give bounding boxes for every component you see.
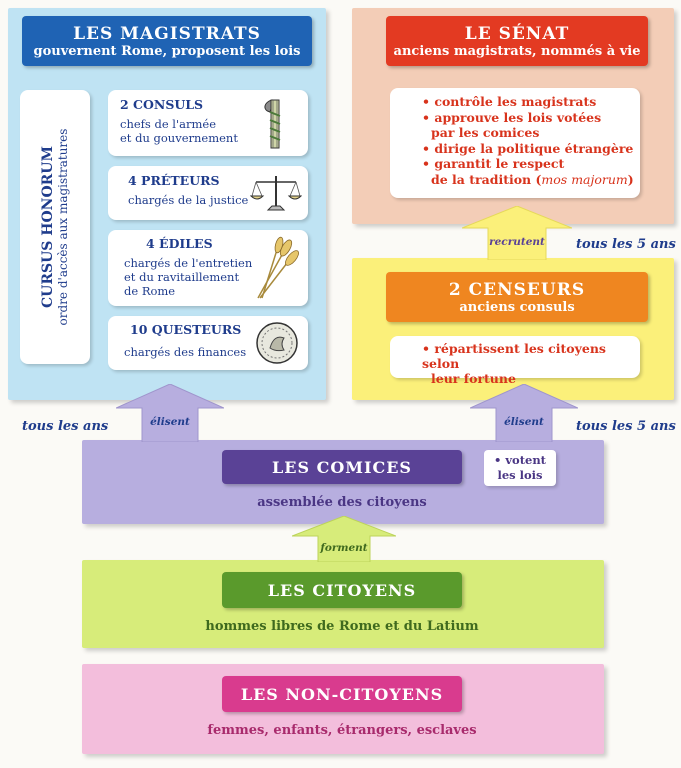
label-forment: forment bbox=[320, 542, 368, 554]
magistrats-subtitle: gouvernent Rome, proposent les lois bbox=[33, 43, 301, 59]
preteurs-desc-line-1: chargés de la justice bbox=[128, 193, 249, 207]
ediles-desc bbox=[124, 256, 252, 298]
ediles-desc-line-3: de Rome bbox=[124, 284, 176, 298]
senat-title: LE SÉNAT bbox=[464, 23, 570, 44]
freq-tous-les-5-ans-top: tous les 5 ans bbox=[576, 237, 676, 252]
censeurs-header bbox=[386, 272, 648, 322]
arrow-elisent-right bbox=[470, 384, 578, 442]
censeurs-roles-box bbox=[390, 336, 640, 386]
citoyens-header bbox=[222, 572, 462, 608]
senat-role-4: • garantit le respect bbox=[422, 156, 565, 171]
questeurs-card bbox=[108, 316, 308, 370]
consuls-title: 2 CONSULS bbox=[120, 97, 204, 112]
ediles-card bbox=[108, 230, 308, 306]
comices-title: LES COMICES bbox=[272, 457, 412, 477]
label-elisent-left: élisent bbox=[150, 416, 190, 428]
ediles-title: 4 ÉDILES bbox=[146, 236, 213, 251]
senat-roles-box bbox=[390, 88, 640, 198]
senat-role-2b: par les comices bbox=[431, 125, 540, 140]
freq-tous-les-ans: tous les ans bbox=[22, 419, 109, 434]
ediles-desc-line-1: chargés de l'entretien bbox=[124, 256, 253, 270]
senat-role-4b-close: ) bbox=[627, 171, 634, 187]
cursus-honorum-label bbox=[20, 90, 90, 364]
senat-role-4b bbox=[422, 172, 640, 188]
cursus-honorum-subtitle: ordre d'accès aux magistratures bbox=[56, 128, 70, 326]
censeurs-role-line-1: • répartissent les citoyens selon bbox=[422, 341, 606, 371]
coin-icon bbox=[254, 320, 300, 366]
senat-role-2: • approuve les lois votées bbox=[422, 109, 602, 125]
arrow-elisent-left bbox=[116, 384, 224, 442]
freq-tous-les-5-ans-mid: tous les 5 ans bbox=[576, 419, 676, 434]
comices-vote-line-1: • votent bbox=[493, 453, 546, 467]
censeurs-subtitle: anciens consuls bbox=[459, 299, 575, 315]
magistrats-title: LES MAGISTRATS bbox=[73, 23, 261, 44]
ediles-desc-line-2: et du ravitaillement bbox=[124, 270, 240, 284]
citoyens-subtitle: hommes libres de Rome et du Latium bbox=[205, 619, 479, 634]
non-citoyens-title: LES NON-CITOYENS bbox=[240, 684, 444, 704]
censeurs-title: 2 CENSEURS bbox=[448, 279, 586, 300]
questeurs-title: 10 QUESTEURS bbox=[130, 322, 242, 337]
label-elisent-right: élisent bbox=[504, 416, 544, 428]
non-citoyens-header bbox=[222, 676, 462, 712]
label-recrutent: recrutent bbox=[489, 236, 545, 248]
senat-header bbox=[386, 16, 648, 66]
questeurs-desc bbox=[124, 345, 246, 359]
cursus-honorum-title: CURSUS HONORUM bbox=[40, 145, 56, 309]
comices-subtitle: assemblée des citoyens bbox=[257, 495, 427, 510]
senat-subtitle: anciens magistrats, nommés à vie bbox=[393, 43, 641, 59]
preteurs-title: 4 PRÉTEURS bbox=[128, 173, 220, 188]
arrow-recrutent bbox=[462, 206, 572, 260]
preteurs-desc bbox=[128, 193, 248, 207]
arrow-forment bbox=[292, 516, 396, 562]
comices-vote-line-2: les lois bbox=[497, 468, 543, 482]
consuls-desc bbox=[120, 117, 238, 145]
scales-icon bbox=[250, 170, 302, 216]
citoyens-title: LES CITOYENS bbox=[267, 580, 417, 600]
censeurs-role-line-2: leur fortune bbox=[431, 371, 516, 386]
consuls-desc-line-2: et du gouvernement bbox=[120, 131, 238, 145]
non-citoyens-subtitle: femmes, enfants, étrangers, esclaves bbox=[207, 723, 477, 738]
senat-role-3: • dirige la politique étrangère bbox=[422, 140, 634, 156]
fasces-icon bbox=[258, 96, 292, 152]
senat-role-1: • contrôle les magistrats bbox=[422, 94, 597, 109]
wheat-icon bbox=[250, 236, 300, 302]
magistrats-header bbox=[22, 16, 312, 66]
mos-majorum: mos majorum bbox=[541, 171, 628, 187]
comices-vote-box bbox=[484, 450, 556, 486]
preteurs-card bbox=[108, 166, 308, 220]
consuls-card bbox=[108, 90, 308, 156]
consuls-desc-line-1: chefs de l'armée bbox=[120, 117, 216, 131]
senat-role-4b-text: de la tradition ( bbox=[431, 171, 542, 187]
questeurs-desc-line-1: chargés des finances bbox=[124, 345, 247, 359]
comices-header bbox=[222, 450, 462, 484]
